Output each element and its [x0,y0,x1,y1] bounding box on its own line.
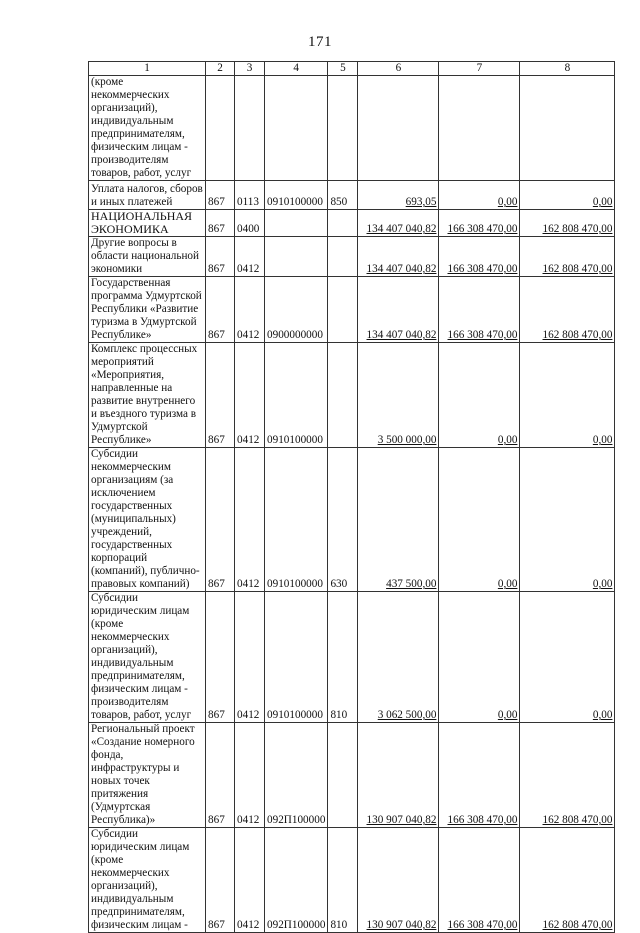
cell-admin: 867 [206,343,235,448]
cell-amount-6: 437 500,00 [358,448,439,592]
cell-section: 0412 [235,723,265,828]
page-number: 171 [308,34,332,50]
cell-amount-7: 0,00 [439,181,520,210]
cell-amount-8: 162 808 470,00 [520,237,615,277]
cell-amount-7: 166 308 470,00 [439,237,520,277]
cell-target [265,210,328,237]
cell-amount-6: 693,05 [358,181,439,210]
cell-amount-6: 130 907 040,82 [358,828,439,933]
cell-section: 0412 [235,343,265,448]
col-header-7: 7 [439,62,520,76]
table-row [89,181,615,210]
cell-target: 0910100000 [265,181,328,210]
cell-amount-6: 130 907 040,82 [358,723,439,828]
cell-section [235,76,265,181]
cell-expense-type: 850 [328,181,358,210]
col-header-4: 4 [265,62,328,76]
cell-amount-7: 0,00 [439,343,520,448]
table-row [89,76,615,181]
cell-amount-8: 0,00 [520,181,615,210]
row-name: Субсидии некоммерческим организациям (за исключением государственных (муниципальных) учреждений, государственных корпораций (компаний), публично-правовых компаний) [89,448,206,592]
cell-section: 0400 [235,210,265,237]
cell-admin: 867 [206,237,235,277]
cell-amount-7: 0,00 [439,448,520,592]
col-header-6: 6 [358,62,439,76]
row-name: Комплекс процессных мероприятий «Мероприятия, направленные на развитие внутреннего и въездного туризма в Удмуртской Республике» [89,343,206,448]
cell-target [265,237,328,277]
cell-admin: 867 [206,181,235,210]
cell-section: 0412 [235,237,265,277]
cell-amount-6: 3 062 500,00 [358,592,439,723]
cell-amount-8: 162 808 470,00 [520,828,615,933]
col-header-2: 2 [206,62,235,76]
cell-admin [206,76,235,181]
cell-admin: 867 [206,723,235,828]
cell-amount-6: 134 407 040,82 [358,210,439,237]
cell-expense-type [328,76,358,181]
cell-expense-type [328,237,358,277]
cell-admin: 867 [206,828,235,933]
cell-amount-7: 166 308 470,00 [439,277,520,343]
cell-section: 0412 [235,277,265,343]
cell-amount-6: 134 407 040,82 [358,277,439,343]
cell-amount-8: 0,00 [520,592,615,723]
cell-target: 0910100000 [265,343,328,448]
cell-admin: 867 [206,592,235,723]
cell-amount-7: 166 308 470,00 [439,210,520,237]
table-row [89,448,615,592]
budget-table [88,61,615,933]
cell-admin: 867 [206,448,235,592]
cell-amount-7: 166 308 470,00 [439,723,520,828]
table-row [89,210,615,237]
cell-target: 0910100000 [265,592,328,723]
cell-amount-8: 0,00 [520,343,615,448]
cell-expense-type: 810 [328,592,358,723]
row-name: (кроме некоммерческих организаций), индивидуальным предпринимателям, физическим лицам - производителям товаров, работ, услуг [89,76,206,181]
cell-amount-6 [358,76,439,181]
cell-section: 0412 [235,448,265,592]
row-name: Субсидии юридическим лицам (кроме некоммерческих организаций), индивидуальным предпринимателям, физическим лицам - производителям товаров, работ, услуг [89,592,206,723]
table-row [89,723,615,828]
cell-expense-type [328,343,358,448]
table-row [89,343,615,448]
cell-target: 092П100000 [265,828,328,933]
cell-target: 0910100000 [265,448,328,592]
table-row [89,277,615,343]
cell-expense-type [328,210,358,237]
cell-section: 0113 [235,181,265,210]
cell-amount-8: 162 808 470,00 [520,210,615,237]
cell-target: 0900000000 [265,277,328,343]
cell-amount-7 [439,76,520,181]
cell-admin: 867 [206,210,235,237]
header-row [89,62,615,76]
row-name: Субсидии юридическим лицам (кроме некоммерческих организаций), индивидуальным предпринимателям, физическим лицам - [89,828,206,933]
cell-target: 092П100000 [265,723,328,828]
cell-expense-type [328,277,358,343]
cell-amount-7: 0,00 [439,592,520,723]
cell-amount-8: 162 808 470,00 [520,723,615,828]
cell-admin: 867 [206,277,235,343]
table-row [89,237,615,277]
col-header-3: 3 [235,62,265,76]
cell-section: 0412 [235,592,265,723]
cell-expense-type: 810 [328,828,358,933]
cell-amount-6: 3 500 000,00 [358,343,439,448]
cell-amount-8 [520,76,615,181]
table-row [89,828,615,933]
cell-amount-7: 166 308 470,00 [439,828,520,933]
cell-amount-8: 0,00 [520,448,615,592]
row-name: НАЦИОНАЛЬНАЯ ЭКОНОМИКА [89,210,206,237]
col-header-1: 1 [89,62,206,76]
row-name: Другие вопросы в области национальной экономики [89,237,206,277]
row-name: Государственная программа Удмуртской Республики «Развитие туризма в Удмуртской Республике» [89,277,206,343]
row-name: Региональный проект «Создание номерного фонда, инфраструктуры и новых точек притяжения (Удмуртская Республика)» [89,723,206,828]
row-name: Уплата налогов, сборов и иных платежей [89,181,206,210]
cell-section: 0412 [235,828,265,933]
cell-expense-type: 630 [328,448,358,592]
cell-target [265,76,328,181]
col-header-8: 8 [520,62,615,76]
cell-amount-8: 162 808 470,00 [520,277,615,343]
table-row [89,592,615,723]
cell-expense-type [328,723,358,828]
cell-amount-6: 134 407 040,82 [358,237,439,277]
col-header-5: 5 [328,62,358,76]
